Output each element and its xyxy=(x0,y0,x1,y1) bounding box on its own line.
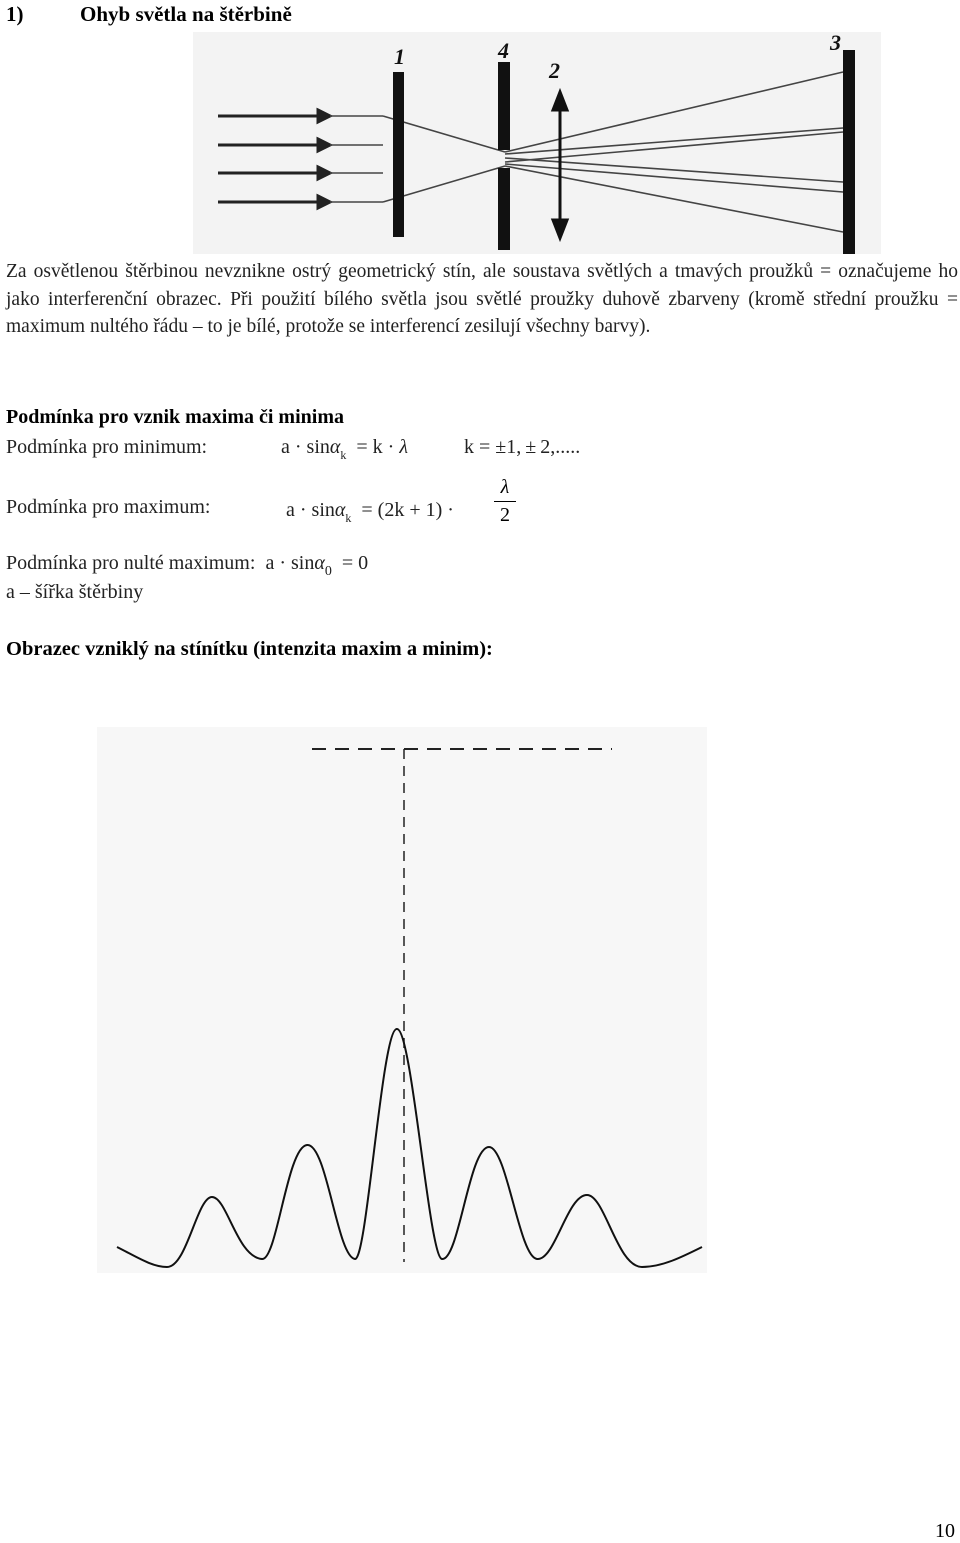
minimum-condition xyxy=(6,436,581,462)
zero-formula: a · sinα$_0$ = 0 xyxy=(260,552,369,579)
minimum-formula: a · sinα$_k$ = k · λ xyxy=(281,436,409,462)
diagram-label-1: 1 xyxy=(394,44,405,69)
maximum-label: Podmínka pro maximum: xyxy=(6,496,211,518)
slit-width-definition: a – šířka štěrbiny xyxy=(6,581,144,603)
intro-paragraph: Za osvětlenou štěrbinou nevznikne ostrý geometrický stín, ale soustava světlých a tmavých proužků = označujeme ho jako interferenční obrazec. Při použití bílého světla jsou světlé proužky duhově zbarveny (kromě střední proužku = maximum nultého řádu – to je bílé, protože se interferencí zesilují všechny barvy). xyxy=(6,261,958,337)
slit-plate-1 xyxy=(393,72,404,237)
section-title: Ohyb světla na štěrbině xyxy=(80,2,292,26)
minimum-k-values: k = ±1, ± 2,..... xyxy=(464,436,581,458)
page-number: 10 xyxy=(935,1520,955,1542)
section-number: 1) xyxy=(6,2,24,26)
slit-plate-4 xyxy=(498,62,510,150)
maximum-condition xyxy=(6,496,454,525)
diagram-label-3: 3 xyxy=(830,32,841,55)
minimum-label: Podmínka pro minimum: xyxy=(6,436,208,458)
slit-diffraction-diagram xyxy=(193,32,881,254)
maximum-formula: a · sinα$_k$ = (2k + 1) · xyxy=(286,499,454,525)
lambda-over-two: λ 2 xyxy=(494,476,516,527)
diagram-label-4: 4 xyxy=(498,38,509,63)
observation-screen-3 xyxy=(843,50,855,254)
section-heading xyxy=(6,2,292,27)
zero-maximum-condition xyxy=(6,552,369,579)
diagram-label-2: 2 xyxy=(549,58,560,83)
conditions-title: Podmínka pro vznik maxima či minima xyxy=(6,406,344,428)
intensity-pattern-graph xyxy=(97,727,707,1273)
pattern-caption: Obrazec vzniklý na stínítku (intenzita maxim a minim): xyxy=(6,638,493,660)
zero-label: Podmínka pro nulté maximum: xyxy=(6,552,256,574)
